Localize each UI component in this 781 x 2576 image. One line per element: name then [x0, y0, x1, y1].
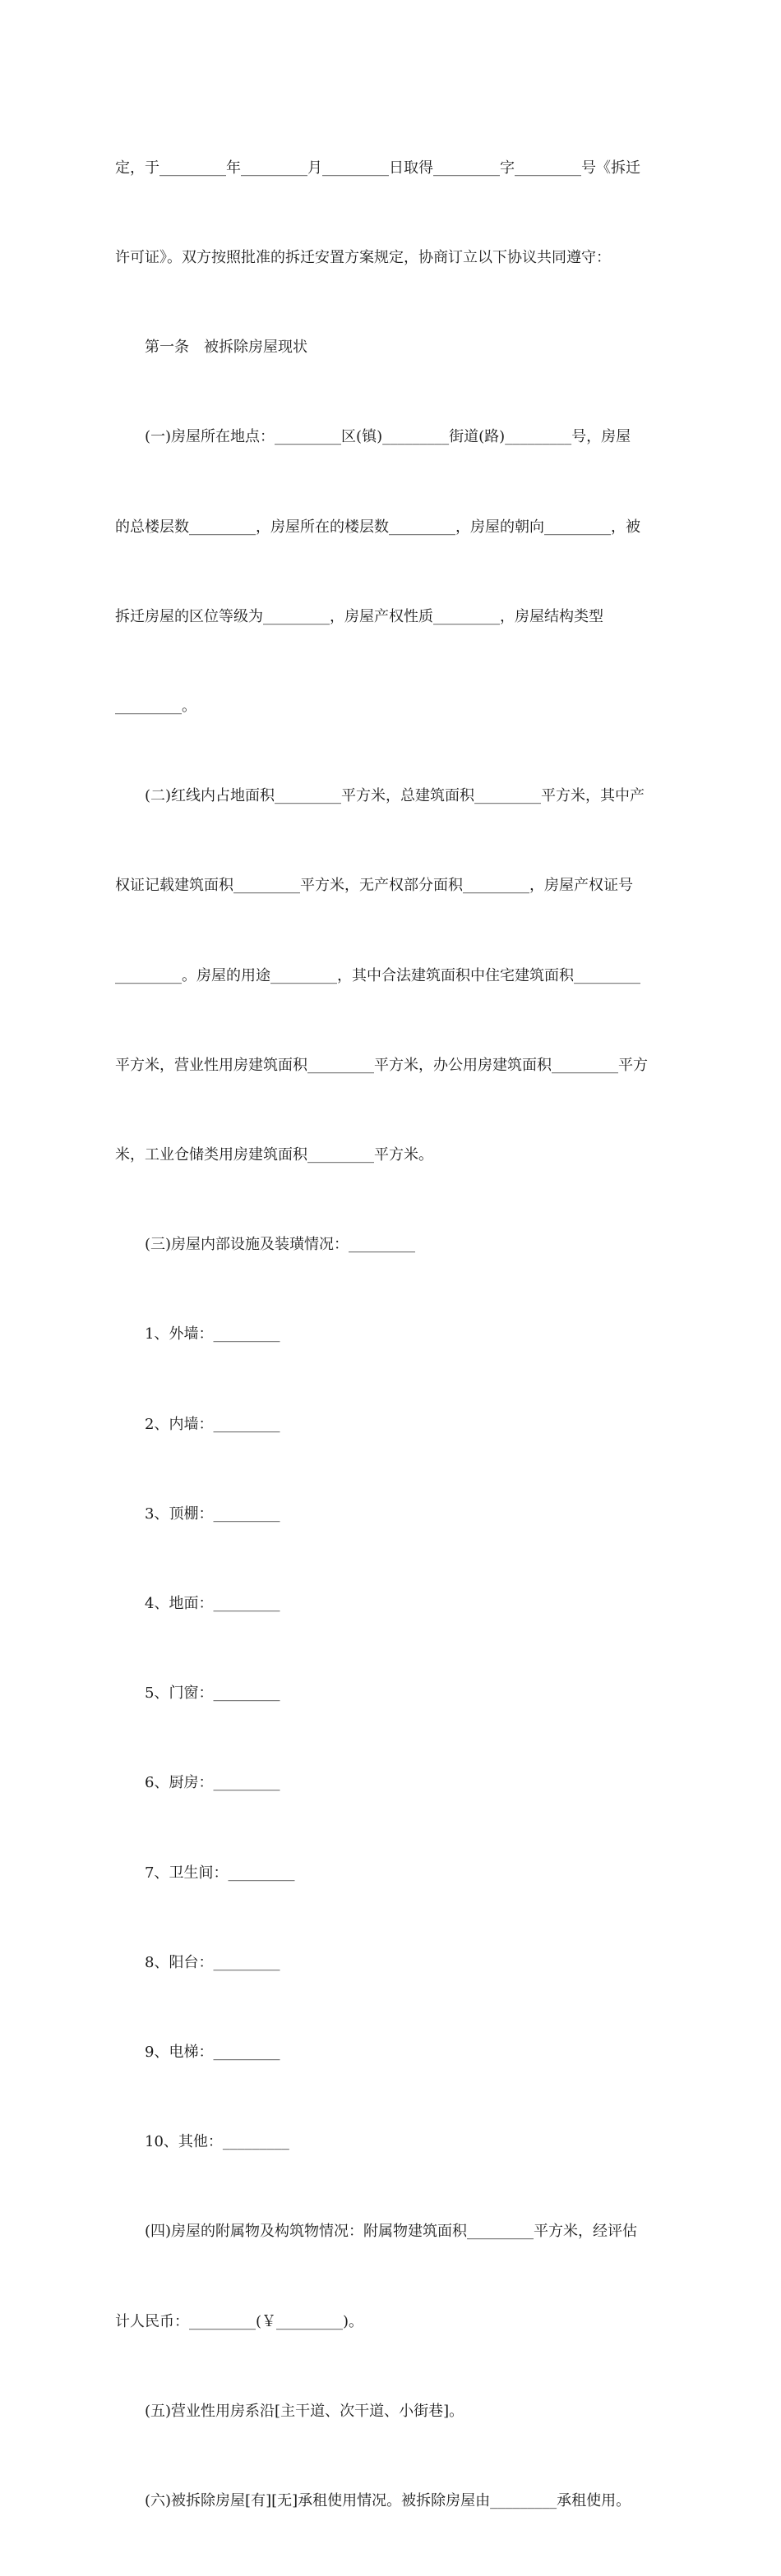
list-item: 2、内墙：_________: [145, 1415, 280, 1433]
list-item: 10、其他：_________: [145, 2133, 289, 2151]
paragraph-line: (一)房屋所在地点：_________区(镇)_________街道(路)_________号，房屋: [145, 428, 631, 446]
paragraph-line: _________。: [115, 698, 196, 716]
paragraph-line: 米，工业仓储类用房建筑面积_________平方米。: [115, 1146, 433, 1164]
paragraph-line: 拆迁房屋的区位等级为_________，房屋产权性质_________，房屋结构类型: [115, 607, 603, 625]
paragraph-line: 平方米，营业性用房建筑面积_________平方米，办公用房建筑面积_________平方: [115, 1056, 648, 1074]
document-body: [115, 94, 666, 2576]
paragraph-line: _________。房屋的用途_________，其中合法建筑面积中住宅建筑面积_________: [115, 966, 640, 984]
paragraph-line: 定，于_________年_________月_________日取得_________字_________号《拆迁: [115, 159, 640, 177]
paragraph-line: (六)被拆除房屋[有][无]承租使用情况。被拆除房屋由_________承租使用。: [145, 2492, 631, 2510]
list-item: 5、门窗：_________: [145, 1684, 280, 1703]
list-item: 6、厨房：_________: [145, 1774, 280, 1792]
article-heading: 第一条 被拆除房屋现状: [145, 339, 307, 357]
paragraph-line: 计人民币：_________(￥_________)。: [115, 2312, 364, 2330]
paragraph-line: 权证记载建筑面积_________平方米，无产权部分面积_________，房屋产权证号: [115, 877, 633, 895]
paragraph-line: (三)房屋内部设施及装璜情况：_________: [145, 1236, 416, 1254]
list-item: 4、地面：_________: [145, 1595, 280, 1613]
list-item: 3、顶棚：_________: [145, 1505, 280, 1523]
list-item: 8、阳台：_________: [145, 1953, 280, 1971]
list-item: 9、电梯：_________: [145, 2044, 280, 2062]
paragraph-line: 许可证》。双方按照批准的拆迁安置方案规定，协商订立以下协议共同遵守：: [115, 249, 611, 267]
paragraph-line: (二)红线内占地面积_________平方米，总建筑面积_________平方米，其中产: [145, 787, 645, 805]
paragraph-line: (五)营业性用房系沿[主干道、次干道、小街巷]。: [145, 2402, 464, 2420]
list-item: 7、卫生间：_________: [145, 1864, 295, 1882]
list-item: 1、外墙：_________: [145, 1325, 280, 1343]
paragraph-line: 的总楼层数_________，房屋所在的楼层数_________，房屋的朝向_________，被: [115, 518, 640, 536]
paragraph-line: (四)房屋的附属物及构筑物情况：附属物建筑面积_________平方米，经评估: [145, 2223, 638, 2241]
